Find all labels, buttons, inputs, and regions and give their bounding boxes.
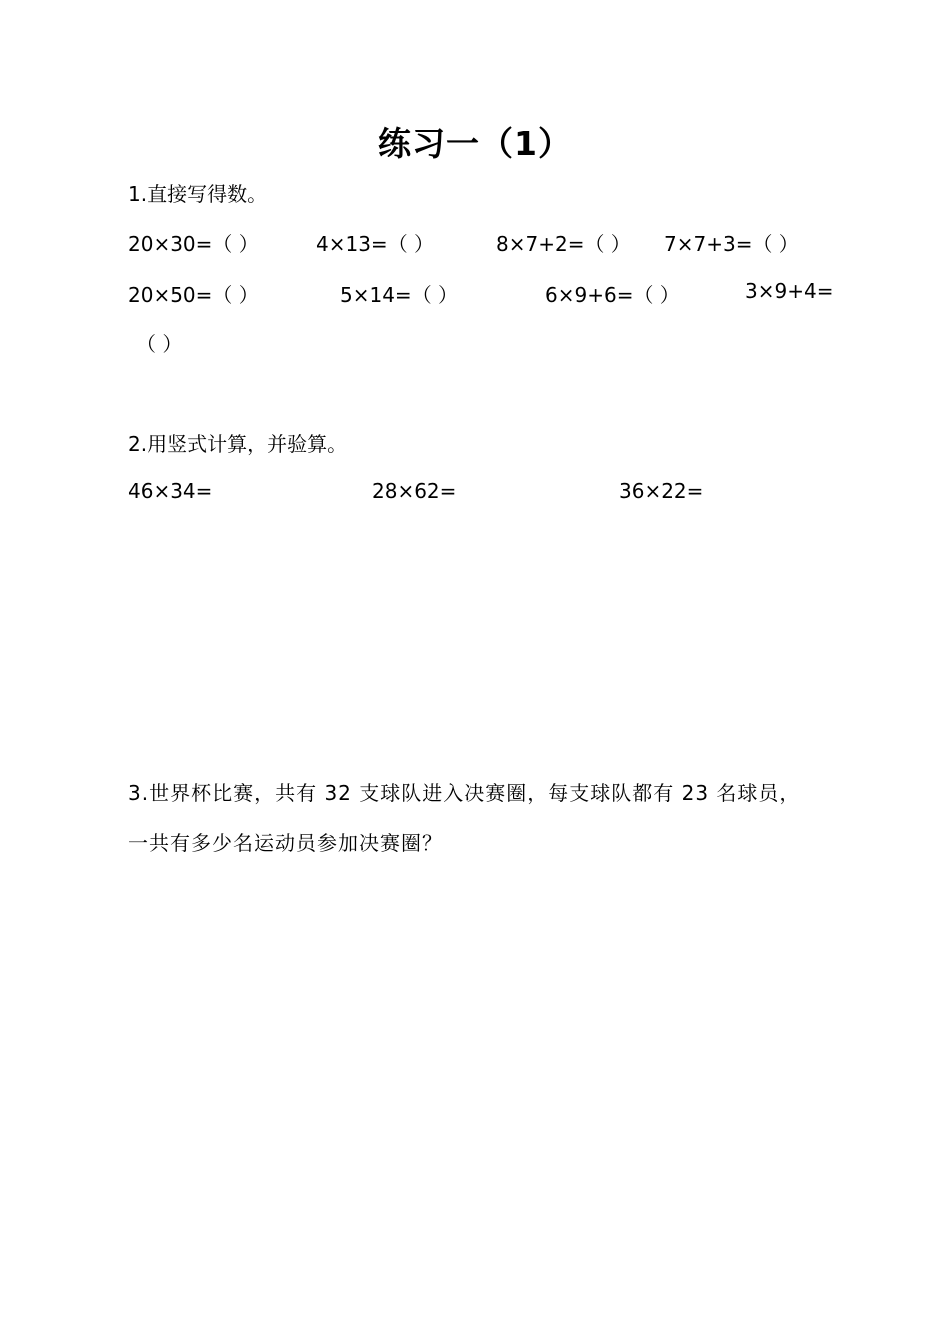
vertical-calc-row (0, 479, 950, 509)
calc-item: 3×9+4= (745, 279, 834, 303)
calc-row-3 (0, 328, 950, 358)
calc-item: 5×14=（ ） (340, 283, 459, 307)
section1-heading: 1.直接写得数。 (128, 182, 268, 206)
page-title: 练习一（1） (378, 124, 572, 163)
calc-item: 20×30=（ ） (128, 232, 259, 256)
word-problem-line-2: 一共有多少名运动员参加决赛圈？ (128, 831, 443, 855)
calc-item: 7×7+3=（ ） (664, 232, 799, 256)
calc-item: 8×7+2=（ ） (496, 232, 631, 256)
vertical-calc-item: 28×62= (372, 479, 457, 503)
vertical-calc-item: 46×34= (128, 479, 213, 503)
vertical-calc-item: 36×22= (619, 479, 704, 503)
calc-item: 4×13=（ ） (316, 232, 435, 256)
calc-item: （ ） (136, 332, 183, 356)
section2-heading: 2.用竖式计算，并验算。 (128, 432, 348, 456)
calc-item: 6×9+6=（ ） (545, 283, 680, 307)
calc-row-1 (0, 228, 950, 258)
word-problem-line-1: 3.世界杯比赛，共有 32 支球队进入决赛圈，每支球队都有 23 名球员， (128, 781, 801, 805)
calc-item: 20×50=（ ） (128, 283, 259, 307)
calc-row-2 (0, 279, 950, 309)
